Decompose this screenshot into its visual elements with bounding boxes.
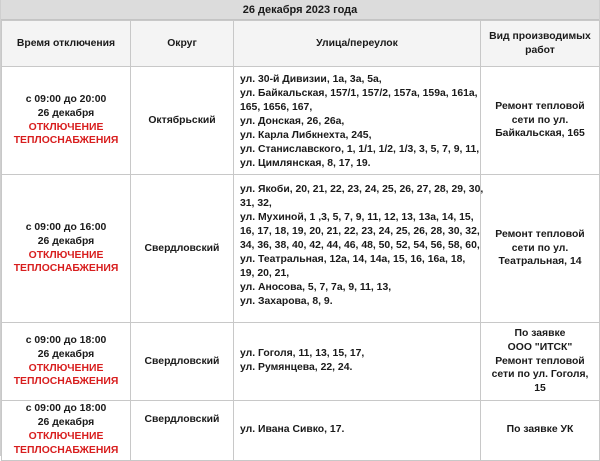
work-line: Байкальская, 165 [495, 128, 585, 140]
street-line: ул. Захарова, 8, 9. [240, 295, 333, 307]
streets-cell [234, 323, 481, 401]
street-line: ул. Мухиной, 1 ,3, 5, 7, 9, 11, 12, 13, 13а, 14, 15, [240, 211, 474, 223]
outage-time-cell [2, 67, 131, 175]
outage-time-cell [2, 175, 131, 323]
streets-cell [234, 67, 481, 175]
street-line: ул. Цимлянская, 8, 17, 19. [240, 157, 371, 169]
schedule-date: 26 декабря 2023 года [1, 0, 599, 20]
outage-time-cell [2, 401, 131, 461]
work-line: сети по ул. [511, 242, 569, 254]
status-label-type: ТЕПЛОСНАБЖЕНИЯ [13, 376, 119, 388]
column-header-district: Округ [131, 21, 234, 67]
time-range: с 09:00 до 18:00 [25, 403, 107, 414]
status-label-type: ТЕПЛОСНАБЖЕНИЯ [13, 444, 119, 456]
column-header-street: Улица/переулок [234, 21, 481, 67]
street-line: ул. Театральная, 12а, 14, 14а, 15, 16, 16а, 18, [240, 253, 466, 265]
street-line: ул. Ивана Сивко, 17. [240, 424, 345, 435]
district-cell: Свердловский [131, 323, 234, 401]
district-cell: Свердловский [131, 175, 234, 323]
status-label-type: ТЕПЛОСНАБЖЕНИЯ [13, 135, 119, 147]
work-line: ООО "ИТСК" [507, 341, 573, 353]
street-line: ул. Гоголя, 11, 13, 15, 17, [240, 348, 365, 359]
street-line: ул. Румянцева, 22, 24. [240, 361, 353, 373]
table-row [2, 67, 600, 175]
street-line: 31, 32, [240, 197, 272, 209]
work-line: По заявке [514, 327, 566, 339]
work-line: сети по ул. Гоголя, 15 [491, 369, 589, 395]
status-label: ОТКЛЮЧЕНИЕ [28, 121, 104, 133]
status-label-type: ТЕПЛОСНАБЖЕНИЯ [13, 263, 119, 275]
outage-time-cell [2, 323, 131, 401]
street-line: ул. Донская, 26, 26а, [240, 115, 345, 127]
time-range: с 09:00 до 20:00 [25, 93, 107, 105]
table-header-row [2, 21, 600, 67]
street-line: ул. Якоби, 20, 21, 22, 23, 24, 25, 26, 27, 28, 29, 30, [240, 184, 484, 195]
work-line: Театральная, 14 [498, 256, 582, 268]
streets-cell [234, 401, 481, 461]
work-cell [481, 323, 600, 401]
outage-table [1, 20, 600, 461]
district-cell: Свердловский [131, 401, 234, 461]
outage-day: 26 декабря [37, 107, 95, 119]
street-line: 34, 36, 38, 40, 42, 44, 46, 48, 50, 52, 54, 56, 58, 60, [240, 239, 480, 251]
outage-day: 26 декабря [37, 348, 95, 360]
streets-cell [234, 175, 484, 323]
work-cell [481, 67, 600, 175]
table-row [2, 323, 600, 401]
work-line: Ремонт тепловой [495, 228, 585, 240]
table-row [2, 175, 600, 323]
work-cell [481, 401, 600, 461]
status-label: ОТКЛЮЧЕНИЕ [28, 362, 104, 374]
work-line: Ремонт тепловой [495, 355, 585, 367]
time-range: с 09:00 до 16:00 [25, 221, 107, 233]
street-line: ул. 30-й Дивизии, 1а, 3а, 5а, [240, 74, 382, 85]
street-line: ул. Аносова, 5, 7, 7а, 9, 11, 13, [240, 281, 392, 293]
table-row [2, 401, 600, 461]
time-range: с 09:00 до 18:00 [25, 334, 107, 346]
work-line: сети по ул. [511, 114, 569, 126]
status-label: ОТКЛЮЧЕНИЕ [28, 430, 104, 442]
outage-day: 26 декабря [37, 235, 95, 247]
column-header-work: Вид производимых работ [481, 21, 600, 67]
column-header-time: Время отключения [2, 21, 131, 67]
street-line: ул. Байкальская, 157/1, 157/2, 157а, 159а, 161а, [240, 87, 478, 99]
status-label: ОТКЛЮЧЕНИЕ [28, 249, 104, 261]
work-line: Ремонт тепловой [495, 100, 585, 112]
outage-day: 26 декабря [37, 416, 95, 428]
street-line: ул. Станиславского, 1, 1/1, 1/2, 1/3, 3, 5, 7, 9, 11, [240, 143, 480, 155]
street-line: ул. Карла Либкнехта, 245, [240, 129, 372, 141]
work-line: По заявке УК [506, 424, 574, 435]
street-line: 165, 1656, 167, [240, 101, 313, 113]
street-line: 16, 17, 18, 19, 20, 21, 22, 23, 24, 25, 26, 28, 30, 32, [240, 225, 480, 237]
street-line: 19, 20, 21, [240, 267, 290, 279]
district-cell: Октябрьский [131, 67, 234, 175]
work-cell [481, 175, 600, 323]
